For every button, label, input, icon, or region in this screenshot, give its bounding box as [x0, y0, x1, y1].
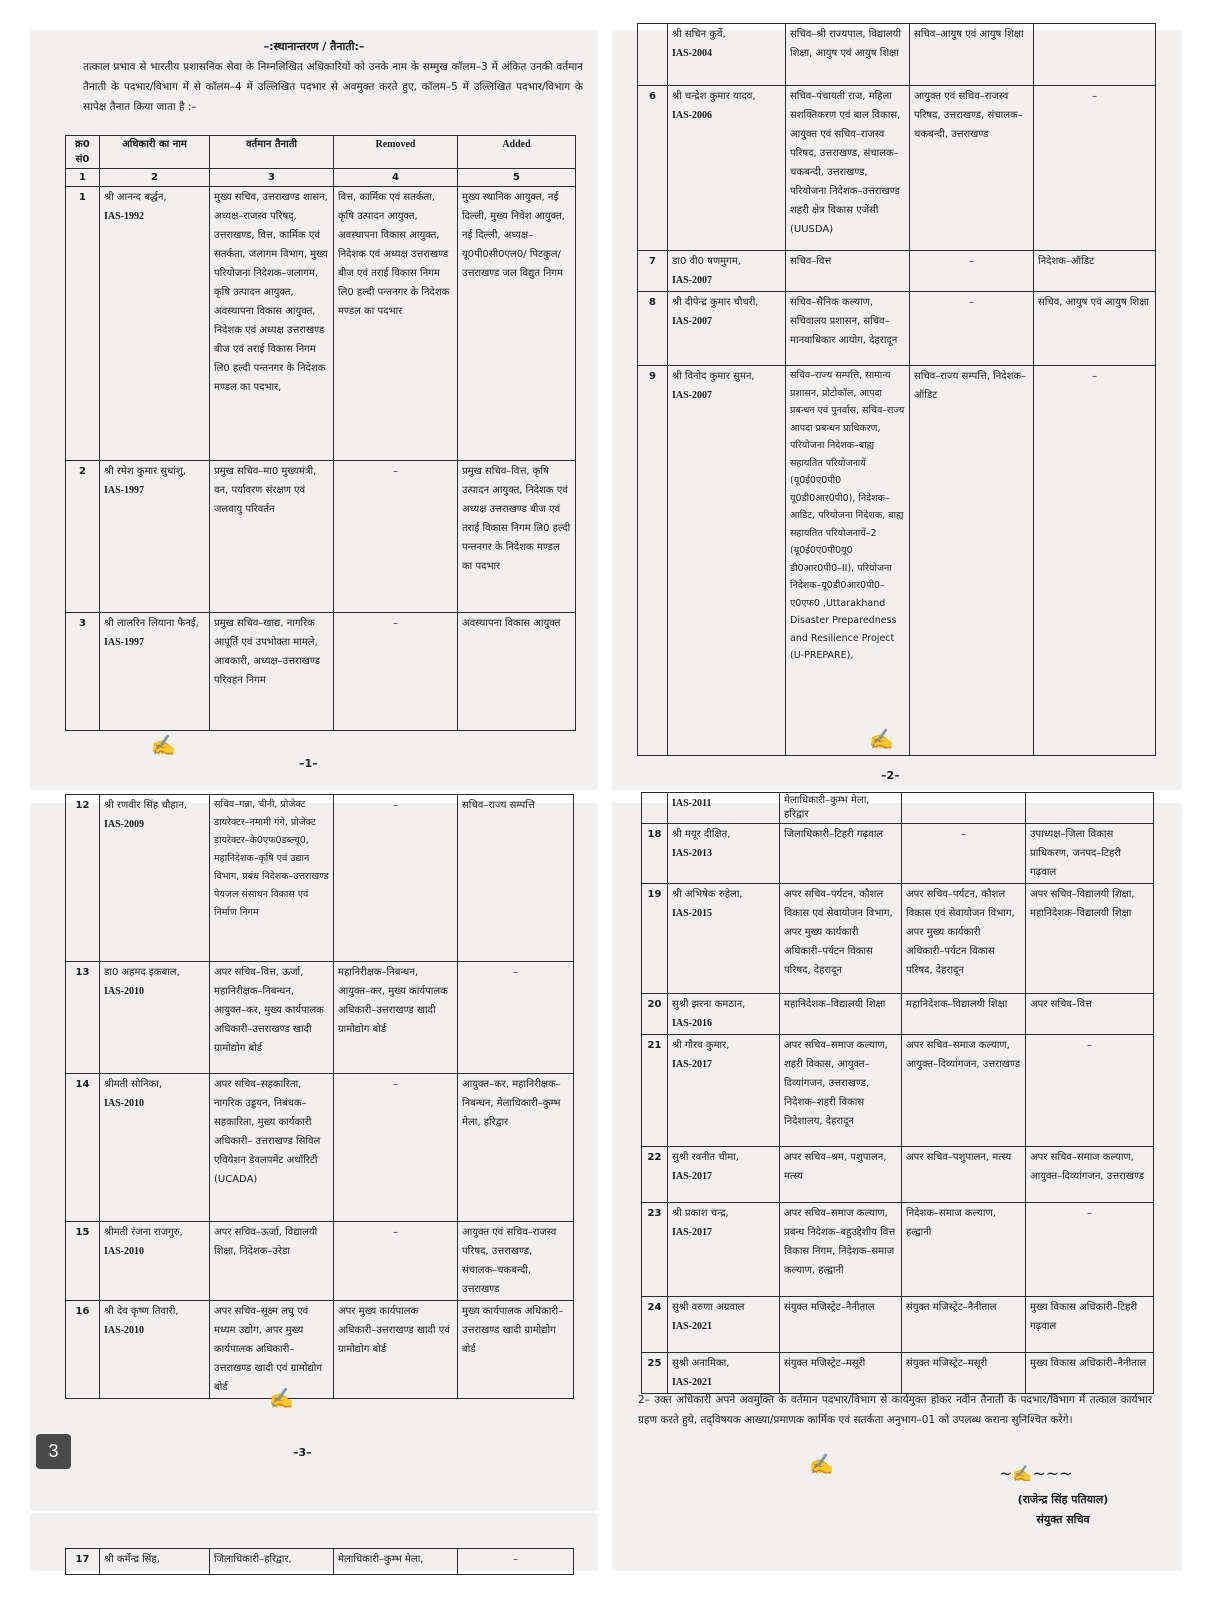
header-officer-name: अधिकारी का नाम	[100, 136, 210, 169]
officer-name: श्री आनन्द बर्द्धन, IAS-1992	[100, 187, 210, 461]
officer-name: श्री दीपेन्द्र कुमार चौधरी, IAS-2007	[668, 292, 786, 366]
current-posting: मेलाधिकारी–कुम्भ मेला, हरिद्वार	[780, 793, 902, 824]
officer-cadre: IAS-2017	[672, 1227, 713, 1238]
removed-charge: –	[910, 251, 1034, 292]
removed-charge: महानिदेशक–विद्यालयी शिक्षा	[902, 994, 1026, 1035]
row-serial: 21	[642, 1035, 668, 1147]
removed-charge: संयुक्त मजिस्ट्रेट–मसूरी	[902, 1353, 1026, 1394]
transfer-table	[65, 1548, 574, 1575]
added-charge: अपर सचिव–विद्यालयी शिक्षा, महानिदेशक–विद्यालयी शिक्षा	[1026, 884, 1154, 994]
officer-name: श्री कर्मेन्द्र सिंह,	[100, 1549, 210, 1575]
removed-charge: अपर सचिव–पशुपालन, मत्स्य	[902, 1147, 1026, 1203]
current-posting: अपर सचिव–समाज कल्याण, शहरी विकास, आयुक्त–दिव्यांगजन, उत्तराखण्ड, निदेशक–शहरी विकास निदेशालय, देहरादून	[780, 1035, 902, 1147]
removed-charge: अपर सचिव–समाज कल्याण, आयुक्त–दिव्यांगजन, उत्तराखण्ड	[902, 1035, 1026, 1147]
current-posting: अपर सचिव–वित्त, ऊर्जा, महानिरीक्षक–निबन्धन, आयुक्त–कर, मुख्य कार्यपालक अधिकारी–उत्तराखण्ड खादी ग्रामोद्योग बोर्ड	[210, 962, 334, 1074]
removed-charge: –	[334, 1074, 458, 1222]
removed-charge: सचिव–आयुष एवं आयुष शिक्षा	[910, 24, 1034, 86]
table-row	[642, 793, 1154, 824]
removed-charge: आयुक्त एवं सचिव–राजस्व परिषद, उत्तराखण्ड, संचालक–चकबन्दी, उत्तराखण्ड	[910, 86, 1034, 251]
table-row	[638, 292, 1156, 366]
table-row	[642, 1147, 1154, 1203]
current-posting: प्रमुख सचिव–मा0 मुख्यमंत्री, वन, पर्यावरण संरक्षण एवं जलवायु परिवर्तन	[210, 461, 334, 613]
current-posting: मुख्य सचिव, उत्तराखण्ड शासन, अध्यक्ष–राजस्व परिषद्, उत्तराखण्ड, वित्त, कार्मिक एवं सतर्कता, जलागम विभाग, मुख्य परियोजना निदेशक–जलागम, कृषि उत्पादन आयुक्त, अवस्थापना विकास आयुक्त, निदेशक एवं अध्यक्ष उत्तराखण्ड बीज एवं तराई विकास निगम लि0 हल्दी पन्तनगर के निदेशक मण्डल का पदभार,	[210, 187, 334, 461]
officer-cadre: IAS-2006	[672, 110, 713, 121]
row-serial: 22	[642, 1147, 668, 1203]
officer-name: श्रीमती रंजना राजगुरु, IAS-2010	[100, 1222, 210, 1301]
table-row	[642, 824, 1154, 884]
current-posting: अपर सचिव–सूक्ष्म लघु एवं मध्यम उद्योग, अपर मुख्य कार्यपालक अधिकारी–उत्तराखण्ड खादी एवं ग्रामोद्योग बोर्ड	[210, 1301, 334, 1399]
officer-cadre: IAS-2010	[104, 986, 145, 997]
current-posting: सचिव–श्री राज्यपाल, विद्यालयी शिक्षा, आयुष एवं आयुष शिक्षा	[786, 24, 910, 86]
removed-charge: –	[334, 1222, 458, 1301]
added-charge	[1034, 24, 1156, 86]
added-charge: मुख्य विकास अधिकारी–टिहरी गढ़वाल	[1026, 1297, 1154, 1353]
officer-cadre: IAS-1997	[104, 485, 145, 496]
initial-signature: ✍	[151, 733, 176, 757]
table-row	[66, 1222, 574, 1301]
col-number: 1	[66, 169, 100, 187]
removed-charge: –	[910, 292, 1034, 366]
table-row	[638, 251, 1156, 292]
row-serial: 15	[66, 1222, 100, 1301]
current-posting: जिलाधिकारी–टिहरी गढ़वाल	[780, 824, 902, 884]
table-row	[66, 613, 576, 731]
removed-charge: –	[334, 795, 458, 962]
table-row	[66, 1549, 574, 1575]
current-posting: सचिव–पंचायती राज, महिला सशक्तिकरण एवं बाल विकास, आयुक्त एवं सचिव–राजस्व परिषद, उत्तराखण्ड, संचालक–चकबन्दी, उत्तराखण्ड, परियोजना निदेशक–उत्तराखण्ड शहरी क्षेत्र विकास एजेंसी (UUSDA)	[786, 86, 910, 251]
officer-signature: ~✍~~~	[999, 1464, 1073, 1483]
col-number: 3	[210, 169, 334, 187]
table-row	[642, 1203, 1154, 1297]
added-charge: उपाध्यक्ष–जिला विकास प्राधिकरण, जनपद–टिहरी गढ़वाल	[1026, 824, 1154, 884]
row-serial: 23	[642, 1203, 668, 1297]
row-serial: 18	[642, 824, 668, 884]
col-number: 5	[458, 169, 576, 187]
table-row	[638, 86, 1156, 251]
officer-cadre: IAS-2017	[672, 1171, 713, 1182]
removed-charge: संयुक्त मजिस्ट्रेट–नैनीताल	[902, 1297, 1026, 1353]
column-number-row	[66, 169, 576, 187]
row-serial	[638, 24, 668, 86]
intro-paragraph: तत्काल प्रभाव से भारतीय प्रशासनिक सेवा के निम्नलिखित अधिकारियों को उनके नाम के सम्मुख कॉलम–3 में अंकित उनकी वर्तमान तैनाती के पदभार/विभाग में से कॉलम–4 में उल्लिखित पदभार से अवमुक्त करते हुए, कॉलम–5 में उल्लिखित पदभार/विभाग के सापेक्ष तैनात किया जाता है :–	[83, 61, 583, 113]
added-charge: मुख्य विकास अधिकारी–नैनीताल	[1026, 1353, 1154, 1394]
officer-name: श्री रमेश कुमार सुधांशु, IAS-1997	[100, 461, 210, 613]
table-row	[66, 1074, 574, 1222]
removed-charge: महानिरीक्षक–निबन्धन, आयुक्त–कर, मुख्य कार्यपालक अधिकारी–उत्तराखण्ड खादी ग्रामोद्योग बोर्ड	[334, 962, 458, 1074]
table-row	[66, 187, 576, 461]
officer-name: सुश्री झरना कमठान, IAS-2016	[668, 994, 780, 1035]
officer-cadre: IAS-2015	[672, 908, 713, 919]
transfer-table	[637, 23, 1156, 756]
added-charge: अपर सचिव–समाज कल्याण, आयुक्त–दिव्यांगजन, उत्तराखण्ड	[1026, 1147, 1154, 1203]
added-charge: प्रमुख सचिव–वित्त, कृषि उत्पादन आयुक्त, निदेशक एवं अध्यक्ष उत्तराखण्ड बीज एवं तराई विकास निगम लि0 हल्दी पन्तनगर के निदेशक मण्डल का पदभार	[458, 461, 576, 613]
row-serial: 7	[638, 251, 668, 292]
officer-cadre: IAS-2007	[672, 275, 713, 286]
current-posting: अपर सचिव–श्रम, पशुपालन, मत्स्य	[780, 1147, 902, 1203]
current-posting: अपर सचिव–समाज कल्याण, प्रबन्ध निदेशक–बहुउद्देशीय वित्त विकास निगम, निदेशक–समाज कल्याण, हल्द्वानी	[780, 1203, 902, 1297]
document-page-5	[613, 795, 1181, 1570]
added-charge: –	[1026, 1035, 1154, 1147]
row-serial: 16	[66, 1301, 100, 1399]
added-charge: आयुक्त एवं सचिव–राजस्व परिषद, उत्तराखण्ड, संचालक–चकबन्दी, उत्तराखण्ड	[458, 1222, 574, 1301]
removed-charge: सचिव–राज्य सम्पत्ति, निदेशक–ऑडिट	[910, 366, 1034, 756]
row-serial: 9	[638, 366, 668, 756]
page-number: –1–	[299, 757, 318, 770]
image-count-badge: 3	[36, 1434, 71, 1469]
added-charge: आयुक्त–कर, महानिरीक्षक–निबन्धन, मेलाधिकारी–कुम्भ मेला, हरिद्वार	[458, 1074, 574, 1222]
added-charge: –	[1026, 1203, 1154, 1297]
row-serial: 13	[66, 962, 100, 1074]
officer-name: श्री रणवीर सिंह चौहान, IAS-2009	[100, 795, 210, 962]
col-number: 2	[100, 169, 210, 187]
officer-name: श्रीमती सोनिका, IAS-2010	[100, 1074, 210, 1222]
table-row	[642, 1035, 1154, 1147]
document-page-1	[31, 31, 597, 789]
document-page-2	[613, 31, 1181, 789]
table-row	[642, 884, 1154, 994]
row-serial: 12	[66, 795, 100, 962]
officer-cadre: IAS-2021	[672, 1377, 713, 1388]
page-number: –3–	[293, 1446, 312, 1459]
added-charge: निदेशक–ऑडिट	[1034, 251, 1156, 292]
officer-cadre: IAS-2009	[104, 819, 145, 830]
page-title: –:स्थानान्तरण / तैनाती:–	[263, 40, 365, 53]
removed-charge: –	[902, 824, 1026, 884]
officer-cadre: IAS-2013	[672, 848, 713, 859]
officer-name: श्री सचिन कुर्वे, IAS-2004	[668, 24, 786, 86]
table-row	[642, 1297, 1154, 1353]
removed-charge: अपर मुख्य कार्यपालक अधिकारी–उत्तराखण्ड खादी एवं ग्रामोद्योग बोर्ड	[334, 1301, 458, 1399]
table-row	[66, 461, 576, 613]
initial-signature: ✍	[269, 1386, 294, 1410]
added-charge: –	[458, 1549, 574, 1575]
row-serial: 2	[66, 461, 100, 613]
current-posting: सचिव–राज्य सम्पत्ति, सामान्य प्रशासन, प्रोटोकॉल, आपदा प्रबन्धन एवं पुनर्वास, सचिव–राज्य आपदा प्रबन्धन प्राधिकरण, परियोजना निदेशक–बाह्य सहायतित परियोजनायें (यू0ई0ए0पी0 यू0डी0आर0पी0), निदेशक–आडिट, परियोजना निदेशक, बाह्य सहायतित परियोजनायें–2 (यू0ई0ए0पी0यू0 डी0आर0पी0–II), परियोजना निदेशक–यू0डी0आर0पी0–ए0एफ0 ,Uttarakhand Disaster Preparedness and Resilience Project (U-PREPARE),	[786, 366, 910, 756]
row-serial: 3	[66, 613, 100, 731]
officer-cadre: IAS-2010	[104, 1098, 145, 1109]
transfer-table	[65, 794, 574, 1399]
removed-charge	[902, 793, 1026, 824]
officer-cadre: IAS-1992	[104, 211, 145, 222]
officer-name: श्री चन्द्रेश कुमार यादव, IAS-2006	[668, 86, 786, 251]
header-current-posting: वर्तमान तैनाती	[210, 136, 334, 169]
added-charge: –	[458, 962, 574, 1074]
transfer-table	[641, 792, 1154, 1394]
current-posting: सचिव–सैनिक कल्याण, सचिवालय प्रशासन, सचिव–मानवाधिकार आयोग, देहरादून	[786, 292, 910, 366]
signatory-designation: संयुक्त सचिव	[1036, 1513, 1090, 1526]
current-posting: अपर सचिव–ऊर्जा, विद्यालयी शिक्षा, निदेशक–उरेडा	[210, 1222, 334, 1301]
table-header-row	[66, 136, 576, 169]
officer-name: सुश्री वरुणा अग्रवाल IAS-2021	[668, 1297, 780, 1353]
removed-charge: –	[334, 461, 458, 613]
row-serial: 1	[66, 187, 100, 461]
officer-name: श्री लालरिन लियाना फैनई, IAS-1997	[100, 613, 210, 731]
officer-name: श्री मयूर दीक्षित, IAS-2013	[668, 824, 780, 884]
signatory-name: (राजेन्द्र सिंह पतियाल)	[1017, 1493, 1109, 1506]
removed-charge: निदेशक–समाज कल्याण, हल्द्वानी	[902, 1203, 1026, 1297]
officer-name: श्री गौरव कुमार, IAS-2017	[668, 1035, 780, 1147]
header-added: Added	[458, 136, 576, 169]
header-removed: Removed	[334, 136, 458, 169]
officer-cadre: IAS-2010	[104, 1246, 145, 1257]
added-charge	[1026, 793, 1154, 824]
added-charge: सचिव, आयुष एवं आयुष शिक्षा	[1034, 292, 1156, 366]
page-number: –2–	[881, 769, 900, 782]
officer-name: श्री प्रकाश चन्द्र, IAS-2017	[668, 1203, 780, 1297]
officer-cadre: IAS-2017	[672, 1059, 713, 1070]
officer-name: डा0 अहमद इकबाल, IAS-2010	[100, 962, 210, 1074]
row-serial: 24	[642, 1297, 668, 1353]
transfer-table	[65, 135, 576, 731]
officer-cadre: IAS-2007	[672, 316, 713, 327]
document-page-3	[31, 799, 597, 1510]
table-row	[642, 1353, 1154, 1394]
current-posting: अपर सचिव–सहकारिता, नागरिक उड्डयन, निबंधक–सहकारिता, मुख्य कार्यकारी अधिकारी– उत्तराखण्ड सिविल एवियेशन डेवलपमेंट अथॉरिटी (UCADA)	[210, 1074, 334, 1222]
row-serial: 19	[642, 884, 668, 994]
added-charge: –	[1034, 366, 1156, 756]
removed-charge: –	[334, 613, 458, 731]
officer-name: डा0 वी0 षणमुगम, IAS-2007	[668, 251, 786, 292]
current-posting: प्रमुख सचिव–खाद्य, नागरिक आपूर्ति एवं उपभोक्ता मामले, आबकारी, अध्यक्ष–उत्तराखण्ड परिवहन निगम	[210, 613, 334, 731]
officer-cadre: IAS-2016	[672, 1018, 713, 1029]
initial-signature: ✍	[869, 727, 894, 751]
officer-cadre: IAS-2007	[672, 390, 713, 401]
officer-name: श्री देव कृष्ण तिवारी, IAS-2010	[100, 1301, 210, 1399]
header-serial: क्र0 सं0	[66, 136, 100, 169]
table-row	[66, 795, 574, 962]
officer-name: श्री विनोद कुमार सुमन, IAS-2007	[668, 366, 786, 756]
document-page-4-partial	[31, 1514, 597, 1570]
table-row	[642, 994, 1154, 1035]
officer-name: सुश्री अनामिका, IAS-2021	[668, 1353, 780, 1394]
instruction-paragraph: 2– उक्त अधिकारी अपने अवमुक्ति के वर्तमान पदभार/विभाग से कार्यमुक्त होकर नवीन तैनाती के पदभार/विभाग में तत्काल कार्यभार ग्रहण करते हुये, तद्‌विषयक आख्या/प्रमाणक कार्मिक एवं सतर्कता अनुभाग–01 को उपलब्ध कराना सुनिश्चित करेंगे।	[638, 1394, 1152, 1426]
current-posting: जिलाधिकारी–हरिद्वार,	[210, 1549, 334, 1575]
col-number: 4	[334, 169, 458, 187]
table-row	[66, 962, 574, 1074]
current-posting: सचिव–वित्त	[786, 251, 910, 292]
officer-cadre: IAS-2021	[672, 1321, 713, 1332]
current-posting: संयुक्त मजिस्ट्रेट–नैनीताल	[780, 1297, 902, 1353]
row-serial: 17	[66, 1549, 100, 1575]
removed-charge: वित्त, कार्मिक एवं सतर्कता, कृषि उत्पादन आयुक्त, अवस्थापना विकास आयुक्त, निदेशक एवं अध्यक्ष उत्तराखण्ड बीज एवं तराई विकास निगम लि0 हल्दी पन्तनगर के निदेशक मण्डल का पदभार	[334, 187, 458, 461]
added-charge: मुख्य स्थानिक आयुक्त, नई दिल्ली, मुख्य निवेश आयुक्त, नई दिल्ली, अध्यक्ष– यू0पी0सी0एल0/ पिटकुल/उत्तराखण्ड जल विद्युत निगम	[458, 187, 576, 461]
current-posting: अपर सचिव–पर्यटन, कौशल विकास एवं सेवायोजन विभाग, अपर मुख्य कार्यकारी अधिकारी–पर्यटन विकास परिषद, देहरादून	[780, 884, 902, 994]
added-charge: मुख्य कार्यपालक अधिकारी–उत्तराखण्ड खादी ग्रामोद्योग बोर्ड	[458, 1301, 574, 1399]
removed-charge: अपर सचिव–पर्यटन, कौशल विकास एवं सेवायोजन विभाग, अपर मुख्य कार्यकारी अधिकारी–पर्यटन विकास परिषद, देहरादून	[902, 884, 1026, 994]
added-charge: –	[1034, 86, 1156, 251]
table-row	[638, 366, 1156, 756]
table-row	[638, 24, 1156, 86]
table-row	[66, 1301, 574, 1399]
row-serial: 6	[638, 86, 668, 251]
row-serial: 8	[638, 292, 668, 366]
added-charge: अवस्थापना विकास आयुक्त	[458, 613, 576, 731]
added-charge: सचिव–राज्य सम्पत्ति	[458, 795, 574, 962]
current-posting: संयुक्त मजिस्ट्रेट–मसूरी	[780, 1353, 902, 1394]
added-charge: अपर सचिव–वित्त	[1026, 994, 1154, 1035]
officer-cadre: IAS-2004	[672, 48, 713, 59]
officer-name: श्री अभिषेक रुहेला, IAS-2015	[668, 884, 780, 994]
current-posting: सचिव–गन्ना, चीनी, प्रोजेक्ट डायरेक्टर–नमामी गंगे, प्रोजेक्ट डायरेक्टर–के0एफ0डब्ल्यू0, महानिदेशक–कृषि एवं उद्यान विभाग, प्रबंध निदेशक–उत्तराखण्ड पेयजल संसाधन विकास एवं निर्माण निगम	[210, 795, 334, 962]
row-serial	[642, 793, 668, 824]
current-posting: महानिदेशक–विद्यालयी शिक्षा	[780, 994, 902, 1035]
officer-name	[668, 793, 780, 824]
officer-cadre: IAS-1997	[104, 637, 145, 648]
officer-cadre: IAS-2010	[104, 1325, 145, 1336]
removed-charge: मेलाधिकारी–कुम्भ मेला,	[334, 1549, 458, 1575]
initial-signature: ✍	[809, 1452, 834, 1476]
officer-cadre: IAS-2011	[672, 798, 712, 809]
row-serial: 20	[642, 994, 668, 1035]
officer-name: सुश्री रवनीत चीमा, IAS-2017	[668, 1147, 780, 1203]
signatory-block	[973, 1490, 1153, 1530]
row-serial: 14	[66, 1074, 100, 1222]
row-serial: 25	[642, 1353, 668, 1394]
